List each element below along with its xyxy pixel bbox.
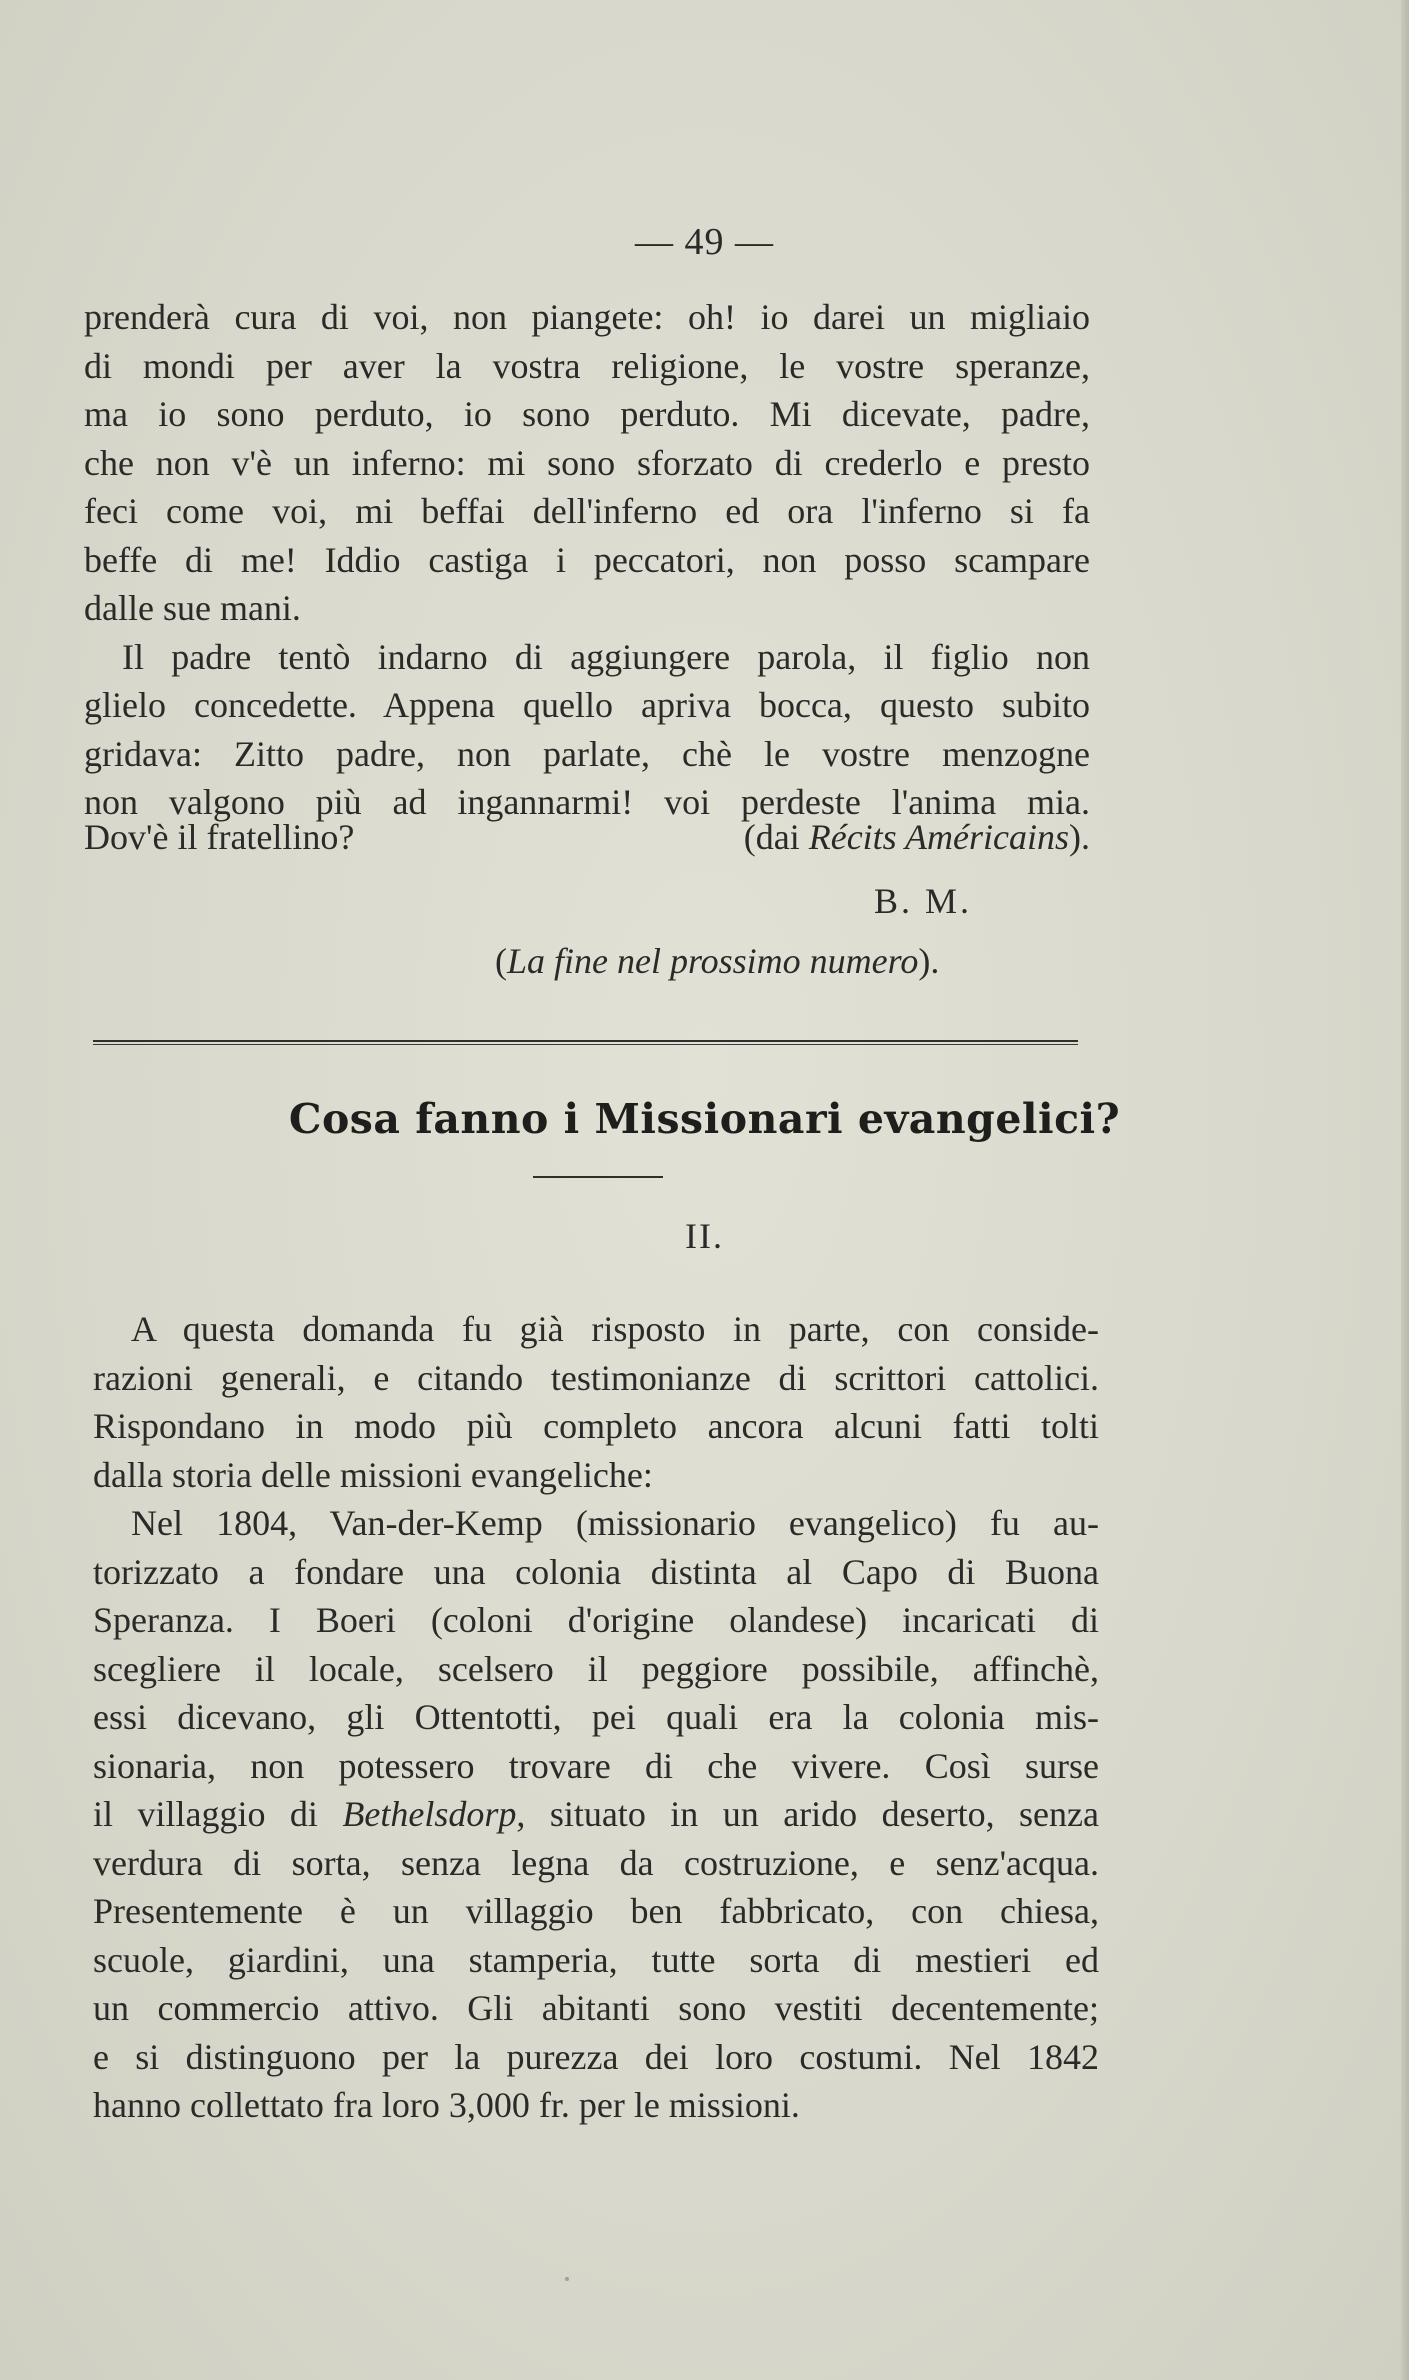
text-line: Il padre tentò indarno di aggiungere parola, il figlio non [122, 636, 1090, 677]
text-line: un commercio attivo. Gli abitanti sono vestiti decentemente; [93, 1988, 1099, 2028]
source-prefix: (dai [743, 817, 809, 857]
continuation-open: ( [495, 941, 507, 981]
closing-line [84, 813, 1090, 863]
text-line: Speranza. I Boeri (coloni d'origine olandese) incaricati di [93, 1600, 1099, 1640]
text-line: Presentemente è un villaggio ben fabbricato, con chiesa, [93, 1891, 1099, 1931]
section-title: Cosa fanno i Missionari evangelici? [288, 1095, 1121, 1143]
text-line: beffe di me! Iddio castiga i peccatori, non posso scampare [84, 539, 1090, 580]
continuation-text: La fine nel prossimo numero [507, 941, 919, 981]
source-suffix: ). [1069, 817, 1090, 857]
text-line: hanno collettato fra loro 3,000 fr. per le missioni. [93, 2085, 800, 2125]
title-underline [533, 1176, 663, 1178]
text-line: razioni generali, e citando testimonianze di scrittori cattolici. [93, 1357, 1099, 1398]
text-line: e si distinguono per la purezza dei loro costumi. Nel 1842 [93, 2036, 1099, 2077]
text-line: sionaria, non potessero trovare di che vivere. Così surse [93, 1745, 1099, 1786]
page-edge [1401, 0, 1409, 2380]
continuation-note [495, 937, 939, 986]
text-line: dalle sue mani. [84, 588, 301, 628]
text-line: dalla storia delle missioni evangeliche: [93, 1454, 653, 1495]
text-line: ma io sono perduto, io sono perduto. Mi dicevate, padre, [84, 394, 1090, 434]
text-line: feci come voi, mi beffai dell'inferno ed ora l'inferno si fa [84, 491, 1090, 531]
source-citation [744, 813, 1090, 862]
author-initials: B. M. [874, 881, 973, 921]
text-line: Rispondano in modo più completo ancora alcuni fatti tolti [93, 1406, 1099, 1446]
text-fragment: il villaggio di [93, 1794, 343, 1834]
text-line: che non v'è un inferno: mi sono sforzato di crederlo e presto [84, 442, 1090, 483]
source-title: Récits Américains [808, 817, 1069, 857]
text-line: prenderà cura di voi, non piangete: oh! io darei un migliaio [84, 297, 1090, 337]
place-name: Bethelsdorp [342, 1794, 517, 1834]
ink-speck [565, 2277, 569, 2281]
closing-question: Dov'è il fratellino? [84, 817, 355, 857]
text-line [93, 1790, 1099, 1839]
text-line: verdura di sorta, senza legna da costruzione, e senz'acqua. [93, 1842, 1099, 1883]
section-divider [93, 1040, 1078, 1045]
text-line: torizzato a fondare una colonia distinta al Capo di Buona [93, 1551, 1099, 1592]
text-line: scegliere il locale, scelsero il peggiore possibile, affinchè, [93, 1648, 1099, 1689]
section-number: II. [685, 1216, 724, 1256]
text-line: Nel 1804, Van-der-Kemp (missionario evangelico) fu au- [131, 1503, 1099, 1543]
text-line: glielo concedette. Appena quello apriva bocca, questo subito [84, 685, 1090, 725]
continued-story-text [84, 293, 1090, 827]
text-line: A questa domanda fu già risposto in parte, con conside- [131, 1309, 1099, 1349]
continuation-close: ). [918, 941, 940, 981]
text-fragment: , situato in un arido deserto, senza [516, 1794, 1099, 1834]
text-line: scuole, giardini, una stamperia, tutte sorta di mestieri ed [93, 1939, 1099, 1980]
text-line: gridava: Zitto padre, non parlate, chè le vostre menzogne [84, 733, 1090, 774]
page-number: — 49 — [635, 221, 774, 263]
text-line: non valgono più ad ingannarmi! voi perdeste l'anima mia. [84, 782, 1090, 822]
article-text [93, 1305, 1099, 2130]
text-line: essi dicevano, gli Ottentotti, pei quali era la colonia mis- [93, 1697, 1099, 1737]
text-line: di mondi per aver la vostra religione, le vostre speranze, [84, 345, 1090, 386]
